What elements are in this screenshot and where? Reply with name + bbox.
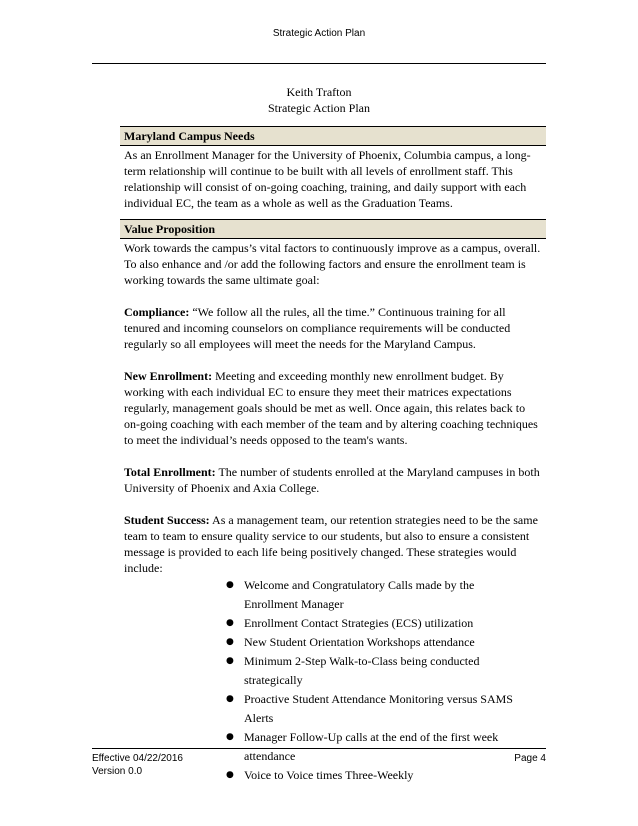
new-enrollment-label: New Enrollment: [124, 369, 213, 383]
new-enrollment-text: Meeting and exceeding monthly new enrollment budget. By working with each individual EC to ensure they meet their matrices expectations regularly, management goals should be met as well. Once again, this relates back to on-going coaching with each member of the team and by altering coaching techniques to meet the individual’s needs opposed to the team's wants. [124, 369, 538, 447]
page-footer [92, 752, 546, 778]
total-enrollment-text: The number of students enrolled at the Maryland campuses in both University of Phoenix and Axia College. [124, 465, 540, 495]
header-rule [92, 63, 546, 64]
student-success-paragraph [124, 512, 542, 576]
page-number: Page 4 [514, 753, 546, 764]
footer-rule [92, 748, 546, 749]
list-item: ● Enrollment Contact Strategies (ECS) utilization [224, 614, 524, 633]
list-item: ● Welcome and Congratulatory Calls made by the Enrollment Manager [226, 578, 475, 611]
section-heading-value-proposition: Value Proposition [120, 219, 546, 239]
list-item: ● Voice to Voice times Three-Weekly [224, 766, 524, 785]
value-intro-paragraph: Work towards the campus’s vital factors to continuously improve as a campus, overall. To also enhance and /or add the following factors and ensure the enrollment team is working towards the same ultimate goal: [124, 241, 541, 287]
effective-date: Effective 04/22/2016 [92, 753, 183, 764]
compliance-label: Compliance: [124, 305, 190, 319]
section-body-value-proposition [120, 239, 546, 576]
document-content [120, 126, 546, 785]
compliance-paragraph [124, 304, 542, 352]
bullet-icon: ● [226, 656, 234, 666]
list-item: ● New Student Orientation Workshops attendance [224, 633, 524, 652]
bullet-icon: ● [226, 694, 234, 704]
bullet-icon: ● [226, 580, 234, 590]
total-enrollment-paragraph [124, 464, 542, 496]
document-subtitle: Strategic Action Plan [268, 101, 370, 115]
bullet-icon: ● [226, 732, 234, 742]
list-item: ● Manager Follow-Up calls at the end of the first week attendance [226, 730, 499, 763]
new-enrollment-paragraph [124, 368, 542, 448]
section-heading-campus-needs: Maryland Campus Needs [120, 126, 546, 146]
list-item: ● Minimum 2-Step Walk-to-Class being conducted strategically [226, 654, 480, 687]
total-enrollment-label: Total Enrollment: [124, 465, 216, 479]
compliance-text: “We follow all the rules, all the time.” Continuous training for all tenured and incoming counselors on compliance requirements will be conducted regularly so all employees will meet the needs for the Maryland Campus. [124, 305, 511, 351]
section-body-campus-needs [120, 146, 546, 211]
bullet-icon: ● [226, 618, 234, 628]
section-spacer [120, 211, 546, 219]
version-label: Version 0.0 [92, 766, 143, 777]
page-header-title: Strategic Action Plan [272, 28, 366, 39]
bullet-icon: ● [226, 770, 234, 780]
campus-needs-paragraph: As an Enrollment Manager for the University of Phoenix, Columbia campus, a long-term relationship will continue to be built with all levels of enrollment staff. This relationship will consist of on-going coaching, training, and daily support with each individual EC, the team as a whole as well as the Graduation Teams. [124, 148, 531, 210]
student-success-text: As a management team, our retention strategies need to be the same team to team to ensure quality service to our students, but also to ensure a consistent message is provided to each life being positively changed. These strategies would include: [124, 513, 538, 575]
document-title-block [92, 84, 546, 116]
student-success-label: Student Success: [124, 513, 210, 527]
list-item: ● Proactive Student Attendance Monitoring versus SAMS Alerts [226, 692, 513, 725]
author-name: Keith Trafton [286, 85, 352, 99]
bullet-icon: ● [226, 637, 234, 647]
